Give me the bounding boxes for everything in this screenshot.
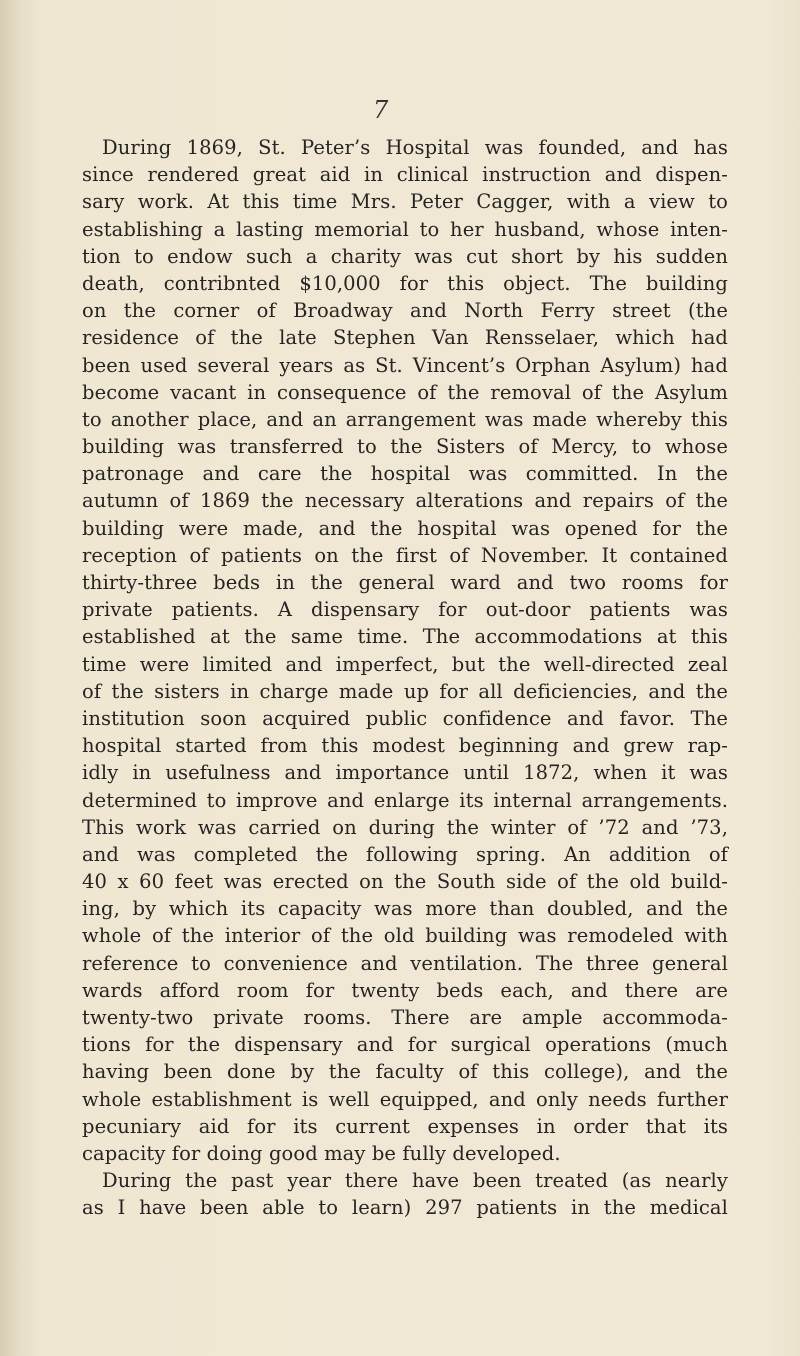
- text-line: as I have been able to learn) 297 patients in the medical: [82, 1196, 728, 1220]
- text-line: sary work. At this time Mrs. Peter Cagger, with a view to: [82, 190, 728, 214]
- body-text: [82, 134, 728, 1222]
- text-line: become vacant in consequence of the removal of the Asylum: [82, 380, 728, 404]
- text-line: determined to improve and enlarge its internal arrangements.: [82, 788, 728, 812]
- text-line: and was completed the following spring. An addition of: [82, 842, 728, 866]
- text-line: established at the same time. The accommodations at this: [82, 625, 728, 649]
- text-line: reception of patients on the first of November. It contained: [82, 543, 728, 567]
- text-line: residence of the late Stephen Van Rensselaer, which had: [82, 326, 728, 350]
- text-line: whole establishment is well equipped, and only needs further: [82, 1087, 728, 1111]
- text-line: whole of the interior of the old building was remodeled with: [82, 924, 728, 948]
- text-line: tion to endow such a charity was cut short by his sudden: [82, 244, 728, 268]
- text-line: During the past year there have been treated (as nearly: [102, 1169, 728, 1193]
- text-line: twenty-two private rooms. There are ample accommoda-: [82, 1006, 728, 1029]
- text-line: time were limited and imperfect, but the well-directed zeal: [82, 652, 728, 676]
- text-line: ing, by which its capacity was more than doubled, and the: [82, 897, 728, 921]
- page-number: 7: [373, 96, 389, 124]
- text-line: pecuniary aid for its current expenses in order that its: [82, 1114, 728, 1138]
- text-line: wards afford room for twenty beds each, and there are: [82, 978, 728, 1002]
- text-line: been used several years as St. Vincent’s Orphan Asylum) had: [82, 353, 728, 377]
- text-line: hospital started from this modest beginning and grew rap-: [82, 734, 728, 758]
- text-line: building were made, and the hospital was opened for the: [82, 516, 728, 540]
- text-line: institution soon acquired public confidence and favor. The: [82, 706, 728, 730]
- text-line: private patients. A dispensary for out-door patients was: [82, 598, 728, 622]
- text-line: thirty-three beds in the general ward and two rooms for: [82, 571, 728, 594]
- text-line: reference to convenience and ventilation. The three general: [82, 951, 728, 975]
- text-line: to another place, and an arrangement was made whereby this: [82, 407, 728, 431]
- text-line: patronage and care the hospital was committed. In the: [82, 462, 728, 486]
- text-line: tions for the dispensary and for surgical operations (much: [82, 1033, 728, 1057]
- text-line: This work was carried on during the winter of ’72 and ’73,: [82, 815, 728, 839]
- text-line: 40 x 60 feet was erected on the South side of the old build-: [82, 870, 728, 894]
- text-line: establishing a lasting memorial to her husband, whose inten-: [82, 217, 728, 241]
- text-line: autumn of 1869 the necessary alterations and repairs of the: [82, 489, 728, 513]
- text-line: death, contribnted $10,000 for this object. The building: [82, 271, 728, 295]
- text-line: capacity for doing good may be fully developed.: [82, 1141, 561, 1165]
- text-line: idly in usefulness and importance until 1872, when it was: [82, 761, 728, 785]
- text-line: During 1869, St. Peter’s Hospital was founded, and has: [102, 136, 728, 159]
- text-line: building was transferred to the Sisters of Mercy, to whose: [82, 435, 728, 459]
- text-line: of the sisters in charge made up for all deficiencies, and the: [82, 679, 728, 703]
- text-line: since rendered great aid in clinical instruction and dispen-: [82, 163, 728, 187]
- text-line: on the corner of Broadway and North Ferry street (the: [82, 299, 728, 323]
- text-line: having been done by the faculty of this college), and the: [82, 1060, 728, 1084]
